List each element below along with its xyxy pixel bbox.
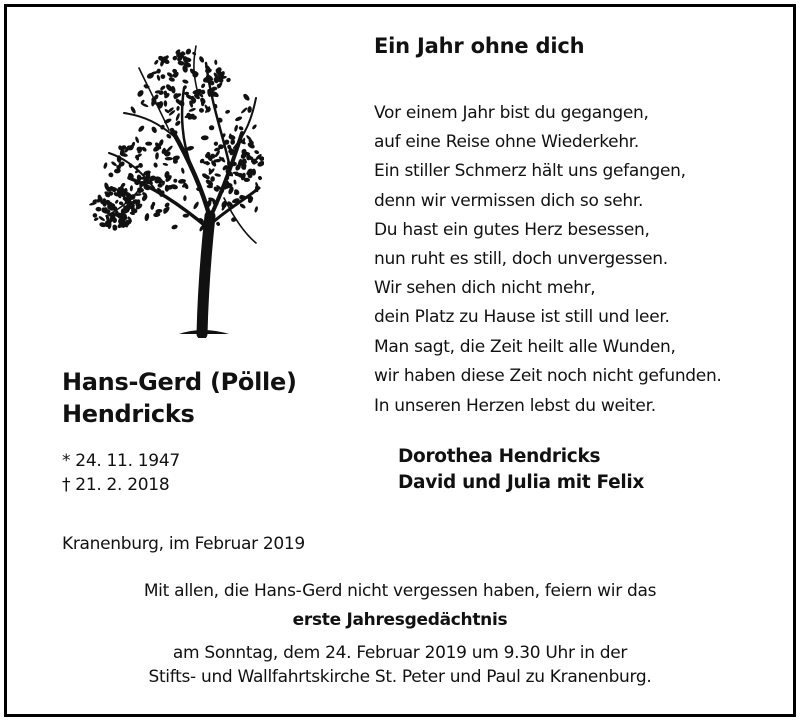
place-date: Kranenburg, im Februar 2019 (62, 534, 305, 554)
poem-closing: In unseren Herzen lebst du weiter. (374, 396, 656, 416)
poem-line: Du hast ein gutes Herz besessen, (374, 219, 650, 240)
deceased-name-line2: Hendricks (62, 400, 195, 428)
mourner-name: David und Julia mit Felix (398, 472, 645, 493)
deceased-name (62, 366, 297, 430)
death-date: † 21. 2. 2018 (62, 475, 170, 495)
deceased-name-line1: Hans-Gerd (Pölle) (62, 368, 297, 396)
poem-line: Man sagt, die Zeit heilt alle Wunden, (374, 336, 676, 357)
invitation-event: erste Jahresgedächtnis (292, 610, 508, 630)
mourner-name: Dorothea Hendricks (398, 446, 601, 467)
life-dates (62, 449, 180, 497)
poem-line: Wir sehen dich nicht mehr, (374, 278, 596, 299)
tree-icon (84, 38, 264, 338)
mourners (398, 444, 644, 496)
poem-line: auf eine Reise ohne Wiederkehr. (374, 132, 640, 153)
poem-line: Vor einem Jahr bist du gegangen, (374, 103, 649, 123)
invitation-line: Mit allen, die Hans-Gerd nicht vergessen haben, feiern wir das (143, 581, 657, 601)
invitation-line: am Sonntag, dem 24. Februar 2019 um 9.30 Uhr in der (172, 643, 628, 663)
invitation-line: Stifts- und Wallfahrtskirche St. Peter und Paul zu Kranenburg. (148, 667, 652, 687)
poem-line: wir haben diese Zeit noch nicht gefunden. (374, 365, 722, 386)
poem (374, 99, 722, 391)
poem-line: Ein stiller Schmerz hält uns gefangen, (374, 161, 686, 182)
birth-date: * 24. 11. 1947 (62, 451, 180, 471)
poem-line: nun ruht es still, doch unvergessen. (374, 249, 668, 270)
poem-line: denn wir vermissen dich so sehr. (374, 190, 644, 211)
poem-title: Ein Jahr ohne dich (374, 34, 585, 58)
poem-line: dein Platz zu Hause ist still und leer. (374, 307, 670, 328)
